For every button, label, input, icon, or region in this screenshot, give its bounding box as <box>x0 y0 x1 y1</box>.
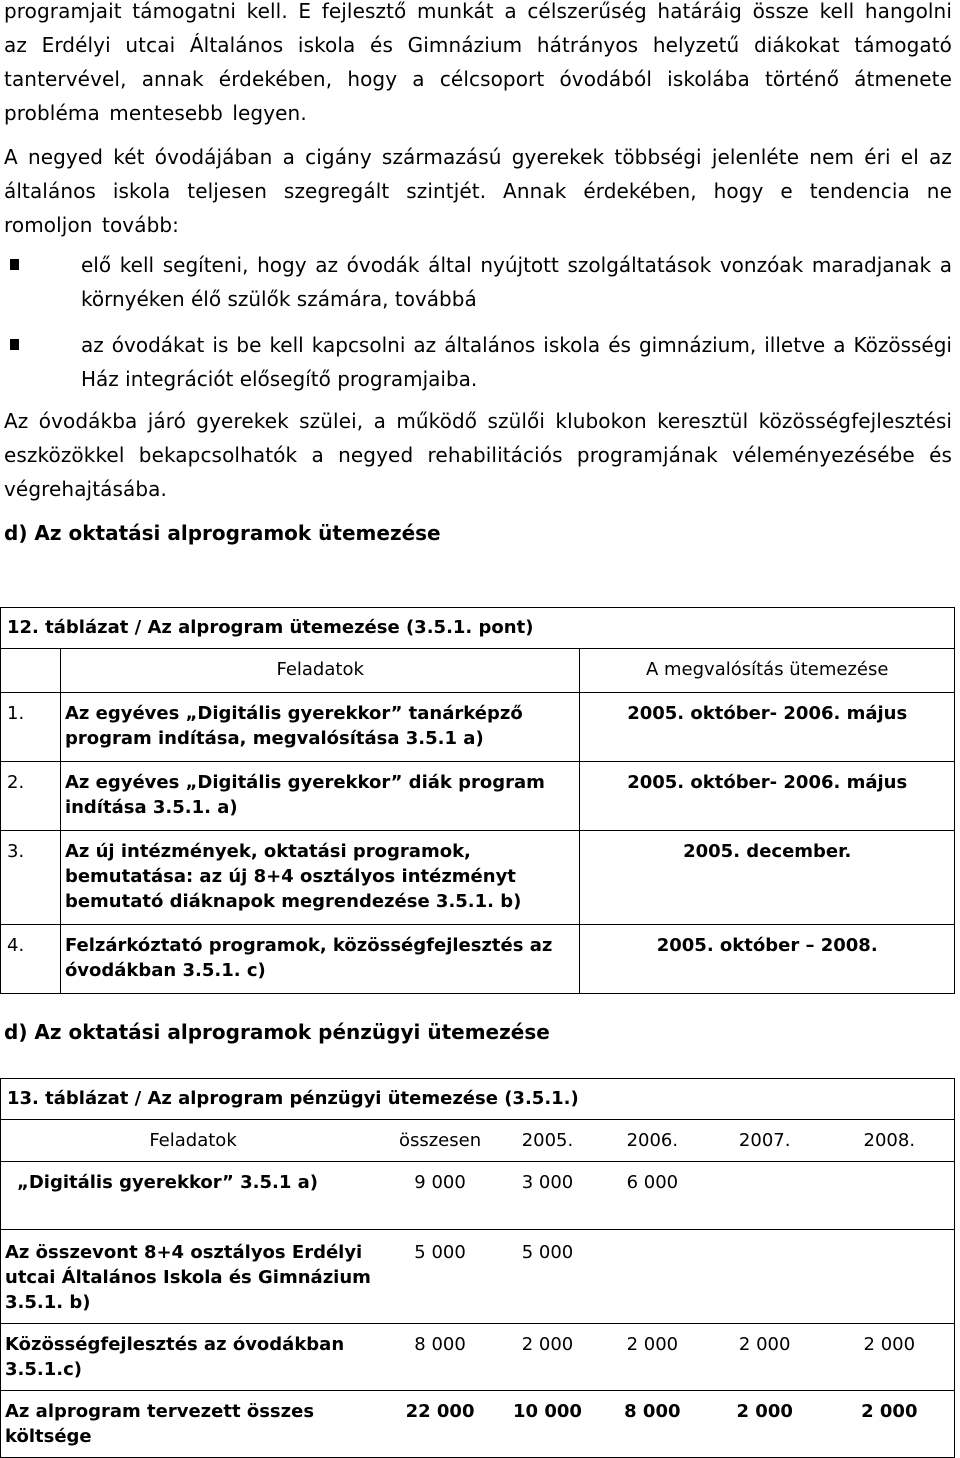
task-cell: Közösségfejlesztés az óvodákban 3.5.1.c) <box>1 1324 386 1391</box>
total-cell: 22 000 <box>385 1391 495 1458</box>
column-header-tasks: Feladatok <box>60 649 579 693</box>
row-number: 2. <box>1 762 61 831</box>
finance-table <box>0 1078 955 1458</box>
schedule-cell: 2005. december. <box>580 831 955 925</box>
total-cell: 8 000 <box>385 1324 495 1391</box>
column-header-2006: 2006. <box>600 1120 705 1162</box>
value-cell <box>705 1230 825 1324</box>
table-caption-row <box>1 1079 955 1120</box>
column-header-2007: 2007. <box>705 1120 825 1162</box>
table-caption: 12. táblázat / Az alprogram ütemezése (3.5.1. pont) <box>1 608 955 649</box>
value-cell <box>705 1162 825 1230</box>
value-cell <box>825 1230 955 1324</box>
table-header-row <box>1 649 955 693</box>
value-cell <box>600 1230 705 1324</box>
schedule-cell: 2005. október- 2006. május <box>580 693 955 762</box>
schedule-table <box>0 607 955 994</box>
total-cell: 9 000 <box>385 1162 495 1230</box>
value-cell: 3 000 <box>495 1162 600 1230</box>
document-page <box>4 0 952 550</box>
list-item: elő kell segíteni, hogy az óvodák által nyújtott szolgáltatások vonzóak maradjanak a környéken élő szülők számára, továbbá <box>4 248 952 316</box>
task-cell: Az új intézmények, oktatási programok, bemutatása: az új 8+4 osztályos intézményt bemutató diáknapok megrendezése 3.5.1. b) <box>60 831 579 925</box>
value-cell: 2 000 <box>825 1324 955 1391</box>
section-heading-finance: d) Az oktatási alprogramok pénzügyi ütemezése <box>4 1020 550 1044</box>
task-cell: Az összevont 8+4 osztályos Erdélyi utcai Általános Iskola és Gimnázium 3.5.1. b) <box>1 1230 386 1324</box>
value-cell: 2 000 <box>600 1324 705 1391</box>
table-row <box>1 1324 955 1391</box>
bullet-list <box>4 248 952 396</box>
value-cell: 2 000 <box>705 1391 825 1458</box>
column-header-total: összesen <box>385 1120 495 1162</box>
table-row <box>1 1230 955 1324</box>
table-row <box>1 1162 955 1230</box>
square-bullet-icon <box>10 259 19 270</box>
table-row <box>1 693 955 762</box>
column-header-2005: 2005. <box>495 1120 600 1162</box>
table-caption: 13. táblázat / Az alprogram pénzügyi ütemezése (3.5.1.) <box>1 1079 955 1120</box>
paragraph-parents: Az óvodákba járó gyerekek szülei, a működő szülői klubokon keresztül közösségfejlesztési eszközökkel bekapcsolhatók a negyed rehabilitációs programjának véleményezésébe és végrehajtásába. <box>4 409 952 501</box>
section-heading-schedule: d) Az oktatási alprogramok ütemezése <box>4 521 441 545</box>
value-cell: 6 000 <box>600 1162 705 1230</box>
value-cell: 8 000 <box>600 1391 705 1458</box>
row-number: 1. <box>1 693 61 762</box>
row-number: 4. <box>1 925 61 994</box>
row-number: 3. <box>1 831 61 925</box>
table-header-row <box>1 1120 955 1162</box>
value-cell: 10 000 <box>495 1391 600 1458</box>
square-bullet-icon <box>10 339 19 350</box>
value-cell <box>825 1162 955 1230</box>
table-row <box>1 925 955 994</box>
paragraph-intro: programjait támogatni kell. E fejlesztő munkát a célszerűség határáig össze kell hangolni az Erdélyi utcai Általános iskola és Gimnázium hátrányos helyzetű diákokat támogató tantervével, annak érdekében, hogy a célcsoport óvodából iskolába történő átmenete probléma mentesebb legyen. <box>4 0 952 125</box>
task-cell: Az alprogram tervezett összes költsége <box>1 1391 386 1458</box>
total-cell: 5 000 <box>385 1230 495 1324</box>
value-cell: 5 000 <box>495 1230 600 1324</box>
task-cell: Felzárkóztató programok, közösségfejlesztés az óvodákban 3.5.1. c) <box>60 925 579 994</box>
table-row <box>1 831 955 925</box>
column-header-schedule: A megvalósítás ütemezése <box>580 649 955 693</box>
schedule-cell: 2005. október – 2008. <box>580 925 955 994</box>
paragraph-kindergartens: A negyed két óvodájában a cigány származású gyerekek többségi jelenléte nem éri el az általános iskola teljesen szegregált szintjét. Annak érdekében, hogy e tendencia ne romoljon tovább: <box>4 145 952 237</box>
value-cell: 2 000 <box>705 1324 825 1391</box>
column-header-tasks: Feladatok <box>1 1120 386 1162</box>
table-row <box>1 1391 955 1458</box>
task-cell: Az egyéves „Digitális gyerekkor” diák program indítása 3.5.1. a) <box>60 762 579 831</box>
column-header-2008: 2008. <box>825 1120 955 1162</box>
task-cell: „Digitális gyerekkor” 3.5.1 a) <box>1 1162 386 1230</box>
task-cell: Az egyéves „Digitális gyerekkor” tanárképző program indítása, megvalósítása 3.5.1 a) <box>60 693 579 762</box>
value-cell: 2 000 <box>495 1324 600 1391</box>
schedule-cell: 2005. október- 2006. május <box>580 762 955 831</box>
table-caption-row <box>1 608 955 649</box>
value-cell: 2 000 <box>825 1391 955 1458</box>
list-item: az óvodákat is be kell kapcsolni az általános iskola és gimnázium, illetve a Közösségi Ház integrációt elősegítő programjaiba. <box>4 328 952 396</box>
table-row <box>1 762 955 831</box>
